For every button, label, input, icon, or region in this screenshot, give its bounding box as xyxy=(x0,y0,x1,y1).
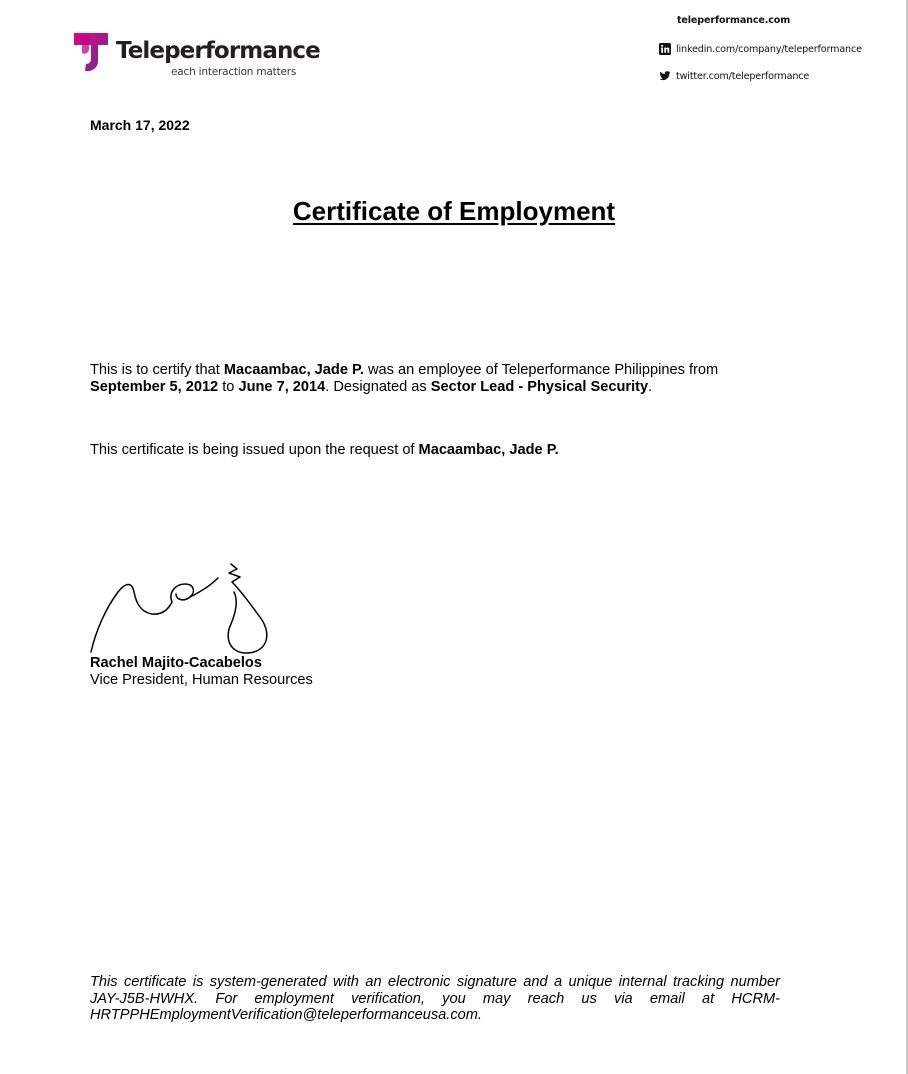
p1-text-to: to xyxy=(218,379,239,395)
letter-date: March 17, 2022 xyxy=(90,117,190,133)
signatory-title: Vice President, Human Resources xyxy=(90,672,313,688)
p1-text-employer: was an employee of Teleperformance Philippines from xyxy=(363,362,719,378)
footer-note: This certificate is system-generated with an electronic signature and a unique internal tracking number JAY-J5B-HWHX. For employment verification, you may reach us via email at HCRM-HRTPPHEmploymentVerification@teleperformanceusa.com. xyxy=(90,974,780,1023)
brand-name: Teleperformance xyxy=(116,38,320,64)
teleperformance-logo-icon xyxy=(72,31,112,73)
end-date: June 7, 2014 xyxy=(238,379,326,395)
brand-tagline: each interaction matters xyxy=(171,66,297,78)
handwritten-signature xyxy=(88,560,288,660)
linkedin-icon xyxy=(659,43,671,55)
certification-paragraph xyxy=(90,362,790,396)
linkedin-text: linkedin.com/company/teleperformance xyxy=(676,43,862,55)
twitter-icon xyxy=(659,70,671,82)
twitter-text: twitter.com/teleperformance xyxy=(676,70,810,82)
request-paragraph xyxy=(90,442,790,459)
linkedin-link[interactable] xyxy=(659,43,862,55)
signatory-block xyxy=(90,655,313,689)
company-logo xyxy=(72,31,320,81)
start-date: September 5, 2012 xyxy=(90,379,219,395)
document-title xyxy=(0,196,908,227)
employee-name: Macaambac, Jade P. xyxy=(223,362,364,378)
p1-text-designated: . Designated as xyxy=(325,379,431,395)
p1-text-intro: This is to certify that xyxy=(90,362,224,378)
document-title-text: Certificate of Employment xyxy=(292,196,616,226)
website-text: teleperformance.com xyxy=(677,15,791,26)
job-position: Sector Lead - Physical Security xyxy=(430,379,649,395)
signatory-name: Rachel Majito-Cacabelos xyxy=(90,655,262,671)
website-link[interactable] xyxy=(677,15,790,26)
twitter-link[interactable] xyxy=(659,70,809,82)
requester-name: Macaambac, Jade P. xyxy=(418,442,559,458)
p2-text: This certificate is being issued upon the request of xyxy=(90,442,419,458)
p1-text-end: . xyxy=(648,379,653,395)
